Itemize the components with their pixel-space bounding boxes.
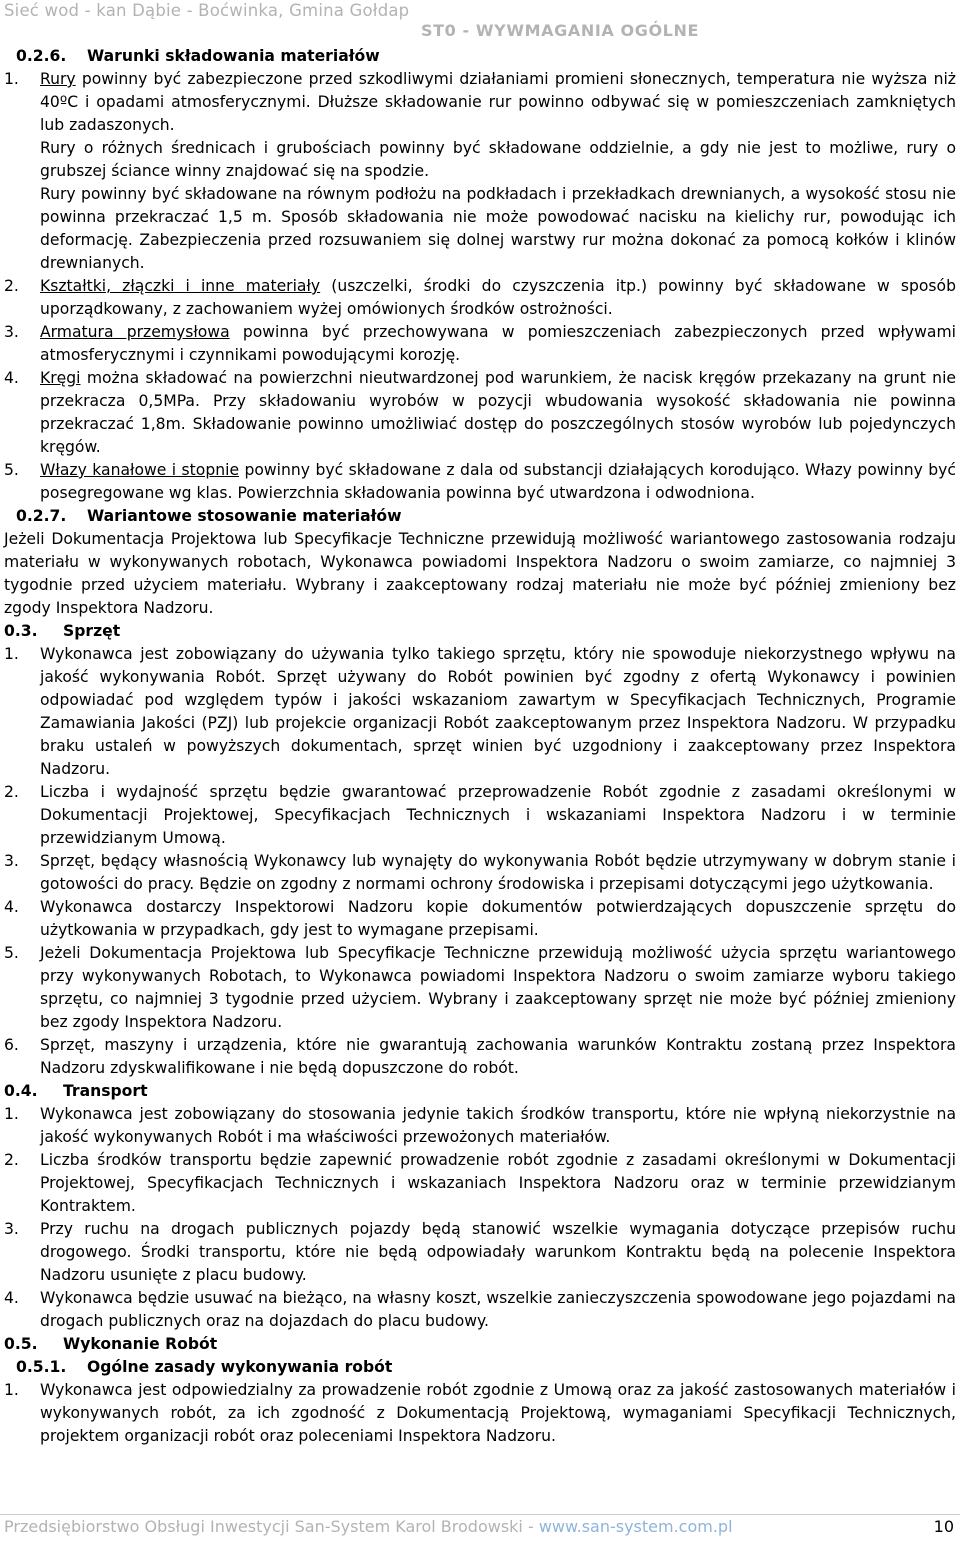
list-item — [4, 367, 956, 459]
spec-subtitle: ST0 - WYWMAGANIA OGÓLNE — [420, 21, 699, 40]
term-link[interactable]: Włazy kanałowe i stopnie — [40, 461, 240, 479]
list-item — [4, 1149, 956, 1218]
list-item — [4, 1218, 956, 1287]
paragraph-text: powinny być składowane z dala od substancji działających korodująco. Włazy powinny być posegregowane wg klas. Powierzchnia składowania powinna być utwardzona i odwodniona. — [40, 461, 956, 502]
paragraph: Liczba środków transportu będzie zapewnić prowadzenie robót zgodnie z zasadami określonymi w Dokumentacji Projektowej, Specyfikacjach Technicznych i wskazaniach Inspektora Nadzoru oraz w terminie przewidzianym Kontraktem. — [40, 1151, 956, 1215]
list-item — [4, 850, 956, 896]
section-number: 0.5.1. — [16, 1358, 67, 1376]
section-number: 0.3. — [4, 622, 38, 640]
item-number: 2. — [4, 1151, 19, 1169]
term-link[interactable]: Rury — [40, 70, 76, 88]
paragraph: Wykonawca jest odpowiedzialny za prowadzenie robót zgodnie z Umową oraz za jakość zastosowanych materiałów i wykonywanych robót, za ich zgodność z Dokumentacją Projektową, wymaganiami Specyfikacji Technicznych, projektem organizacji robót oraz poleceniami Inspektora Nadzoru. — [40, 1381, 956, 1445]
document-body — [4, 45, 956, 1448]
paragraph: Sprzęt, będący własnością Wykonawcy lub wynajęty do wykonywania Robót będzie utrzymywany w dobrym stanie i gotowości do pracy. Będzie on zgodny z normami ochrony środowiska i przepisami dotyczącymi jego użytkowania. — [40, 852, 956, 893]
section-title: Wykonanie Robót — [63, 1335, 218, 1353]
item-number: 6. — [4, 1036, 19, 1054]
transport-list — [4, 1103, 956, 1333]
term-link[interactable]: Kręgi — [40, 369, 81, 387]
company-website-link[interactable]: www.san-system.com.pl — [538, 1517, 733, 1536]
paragraph: Jeżeli Dokumentacja Projektowa lub Specyfikacje Techniczne przewidują możliwość wariantowego zastosowania rodzaju materiału w wykonywanych robotach, Wykonawca powiadomi Inspektora Nadzoru o swoim zamiarze, co najmniej 3 tygodnie przed użyciem materiału. Wybrany i zaakceptowany rodzaj materiału nie może być później zmieniony bez zgody Inspektora Nadzoru. — [4, 530, 956, 617]
paragraph-text: powinny być zabezpieczone przed szkodliwymi działaniami promieni słonecznych, temperatura nie wyższa niż 40ºC i opadami atmosferycznymi. Dłuższe składowanie rur powinno odbywać się w pomieszczeniach zamkniętych lub zadaszonych. — [40, 70, 956, 134]
section-heading-0-5 — [4, 1333, 956, 1356]
list-item — [4, 643, 956, 781]
section-heading-0-2-6 — [4, 45, 956, 68]
paragraph — [40, 459, 956, 505]
paragraph-text: można składować na powierzchni nieutwardzonej pod warunkiem, że nacisk kręgów przekazany na grunt nie przekracza 0,5MPa. Przy składowaniu wyrobów w pozycji wbudowania wysokość składowania nie powinna przekraczać 1,8m. Składowanie powinno umożliwiać dostęp do poszczególnych stosów wyrobów lub pojedynczych kręgów. — [40, 369, 956, 456]
item-number: 5. — [4, 944, 19, 962]
section-heading-0-5-1 — [4, 1356, 956, 1379]
section-title: Ogólne zasady wykonywania robót — [87, 1358, 393, 1376]
item-number: 3. — [4, 323, 19, 341]
section-heading-0-2-7 — [4, 505, 956, 528]
item-number: 1. — [4, 70, 19, 88]
paragraph — [40, 275, 956, 321]
paragraph — [40, 367, 956, 459]
term-link[interactable]: Kształtki, złączki i inne materiały — [40, 277, 321, 295]
list-item — [4, 459, 956, 505]
section-heading-0-3 — [4, 620, 956, 643]
item-number: 1. — [4, 1105, 19, 1123]
list-item — [4, 1103, 956, 1149]
footer-divider — [0, 1514, 960, 1515]
item-number: 2. — [4, 783, 19, 801]
paragraph — [40, 68, 956, 137]
equipment-list — [4, 643, 956, 1080]
paragraph: Liczba i wydajność sprzętu będzie gwarantować przeprowadzenie Robót zgodnie z zasadami określonymi w Dokumentacji Projektowej, Specyfikacjach Technicznych i wskazaniami Inspektora Nadzoru i w terminie przewidzianym Umową. — [40, 783, 956, 847]
list-item — [4, 942, 956, 1034]
paragraph: Rury o różnych średnicach i grubościach powinny być składowane oddzielnie, a gdy nie jest to możliwe, rury o grubszej ściance winny znajdować się na spodzie. — [40, 139, 956, 180]
item-number: 1. — [4, 1381, 19, 1399]
item-number: 4. — [4, 369, 19, 387]
page-header — [0, 0, 960, 44]
item-number: 1. — [4, 645, 19, 663]
item-number: 3. — [4, 1220, 19, 1238]
section-heading-0-4 — [4, 1080, 956, 1103]
item-number: 2. — [4, 277, 19, 295]
footer-company — [4, 1517, 733, 1536]
item-number: 4. — [4, 898, 19, 916]
paragraph: Wykonawca jest zobowiązany do stosowania jedynie takich środków transportu, które nie wpłyną niekorzystnie na jakość wykonywanych Robót i ma właściwości przewożonych materiałów. — [40, 1105, 956, 1146]
paragraph: Wykonawca dostarczy Inspektorowi Nadzoru kopie dokumentów potwierdzających dopuszczenie sprzętu do użytkowania w przypadkach, gdy jest to wymagane przepisami. — [40, 898, 956, 939]
item-number: 5. — [4, 461, 19, 479]
section-title: Sprzęt — [63, 622, 121, 640]
item-number: 3. — [4, 852, 19, 870]
section-number: 0.4. — [4, 1082, 38, 1100]
section-title: Wariantowe stosowanie materiałów — [87, 507, 402, 525]
paragraph: Jeżeli Dokumentacja Projektowa lub Specyfikacje Techniczne przewidują możliwość użycia sprzętu wariantowego przy wykonywanych Robotach, to Wykonawca powiadomi Inspektora Nadzoru o swoim zamiarze wyboru takiego sprzętu, co najmniej 3 tygodnie przed użyciem. Wybrany i zaakceptowany sprzęt nie może być później zmieniony bez zgody Inspektora Nadzoru. — [40, 944, 956, 1031]
paragraph: Przy ruchu na drogach publicznych pojazdy będą stanowić wszelkie wymagania dotyczące przepisów ruchu drogowego. Środki transportu, które nie będą odpowiadały warunkom Kontraktu będą na polecenie Inspektora Nadzoru usunięte z placu budowy. — [40, 1220, 956, 1284]
list-item — [4, 1034, 956, 1080]
paragraph: Sprzęt, maszyny i urządzenia, które nie gwarantują zachowania warunków Kontraktu zostaną przez Inspektora Nadzoru zdyskwalifikowane i nie będą dopuszczone do robót. — [40, 1036, 956, 1077]
term-link[interactable]: Armatura przemysłowa — [40, 323, 230, 341]
project-title: Sieć wod - kan Dąbie - Boćwinka, Gmina Gołdap — [4, 1, 410, 20]
item-number: 4. — [4, 1289, 19, 1307]
paragraph — [40, 321, 956, 367]
list-item — [4, 781, 956, 850]
paragraph: Rury powinny być składowane na równym podłożu na podkładach i przekładkach drewnianych, a wysokość stosu nie powinna przekraczać 1,5 m. Sposób składowania nie może powodować nacisku na kielichy rur, powodując ich deformację. Zabezpieczenia przed rozsuwaniem się dolnej warstwy rur można dokonać za pomocą kołków i klinów drewnianych. — [40, 185, 956, 272]
section-number: 0.5. — [4, 1335, 38, 1353]
section-number: 0.2.7. — [16, 507, 67, 525]
list-item — [4, 275, 956, 321]
company-name: Przedsiębiorstwo Obsługi Inwestycji San-System Karol Brodowski - — [4, 1517, 539, 1536]
paragraph: Wykonawca będzie usuwać na bieżąco, na własny koszt, wszelkie zanieczyszczenia spowodowane jego pojazdami na drogach publicznych oraz na dojazdach do placu budowy. — [40, 1289, 956, 1330]
paragraph: Wykonawca jest zobowiązany do używania tylko takiego sprzętu, który nie spowoduje niekorzystnego wpływu na jakość wykonywania Robót. Sprzęt używany do Robót powinien być zgodny z ofertą Wykonawcy i powinien odpowiadać pod względem typów i jakości wskazaniom zawartym w Specyfikacjach Technicznych, Programie Zamawiania Jakości (PZJ) lub projekcie organizacji Robót zaakceptowanym przez Inspektora Nadzoru. W przypadku braku ustaleń w powyższych dokumentach, sprzęt winien być uzgodniony i zaakceptowany przez Inspektora Nadzoru. — [40, 645, 956, 778]
list-item — [4, 1379, 956, 1448]
list-item — [4, 321, 956, 367]
list-item — [4, 68, 956, 275]
paragraph-text: (uszczelki, środki do czyszczenia itp.) powinny być składowane w sposób uporządkowany, z zachowaniem wyżej omówionych środków ostrożności. — [40, 277, 956, 318]
paragraph-text: powinna być przechowywana w pomieszczeniach zabezpieczonych przed wpływami atmosferycznymi i czynnikami powodującymi korozję. — [40, 323, 956, 364]
section-number: 0.2.6. — [16, 47, 67, 65]
page-number: 10 — [933, 1517, 954, 1536]
list-item — [4, 1287, 956, 1333]
list-item — [4, 896, 956, 942]
section-title: Warunki składowania materiałów — [87, 47, 380, 65]
section-title: Transport — [63, 1082, 148, 1100]
